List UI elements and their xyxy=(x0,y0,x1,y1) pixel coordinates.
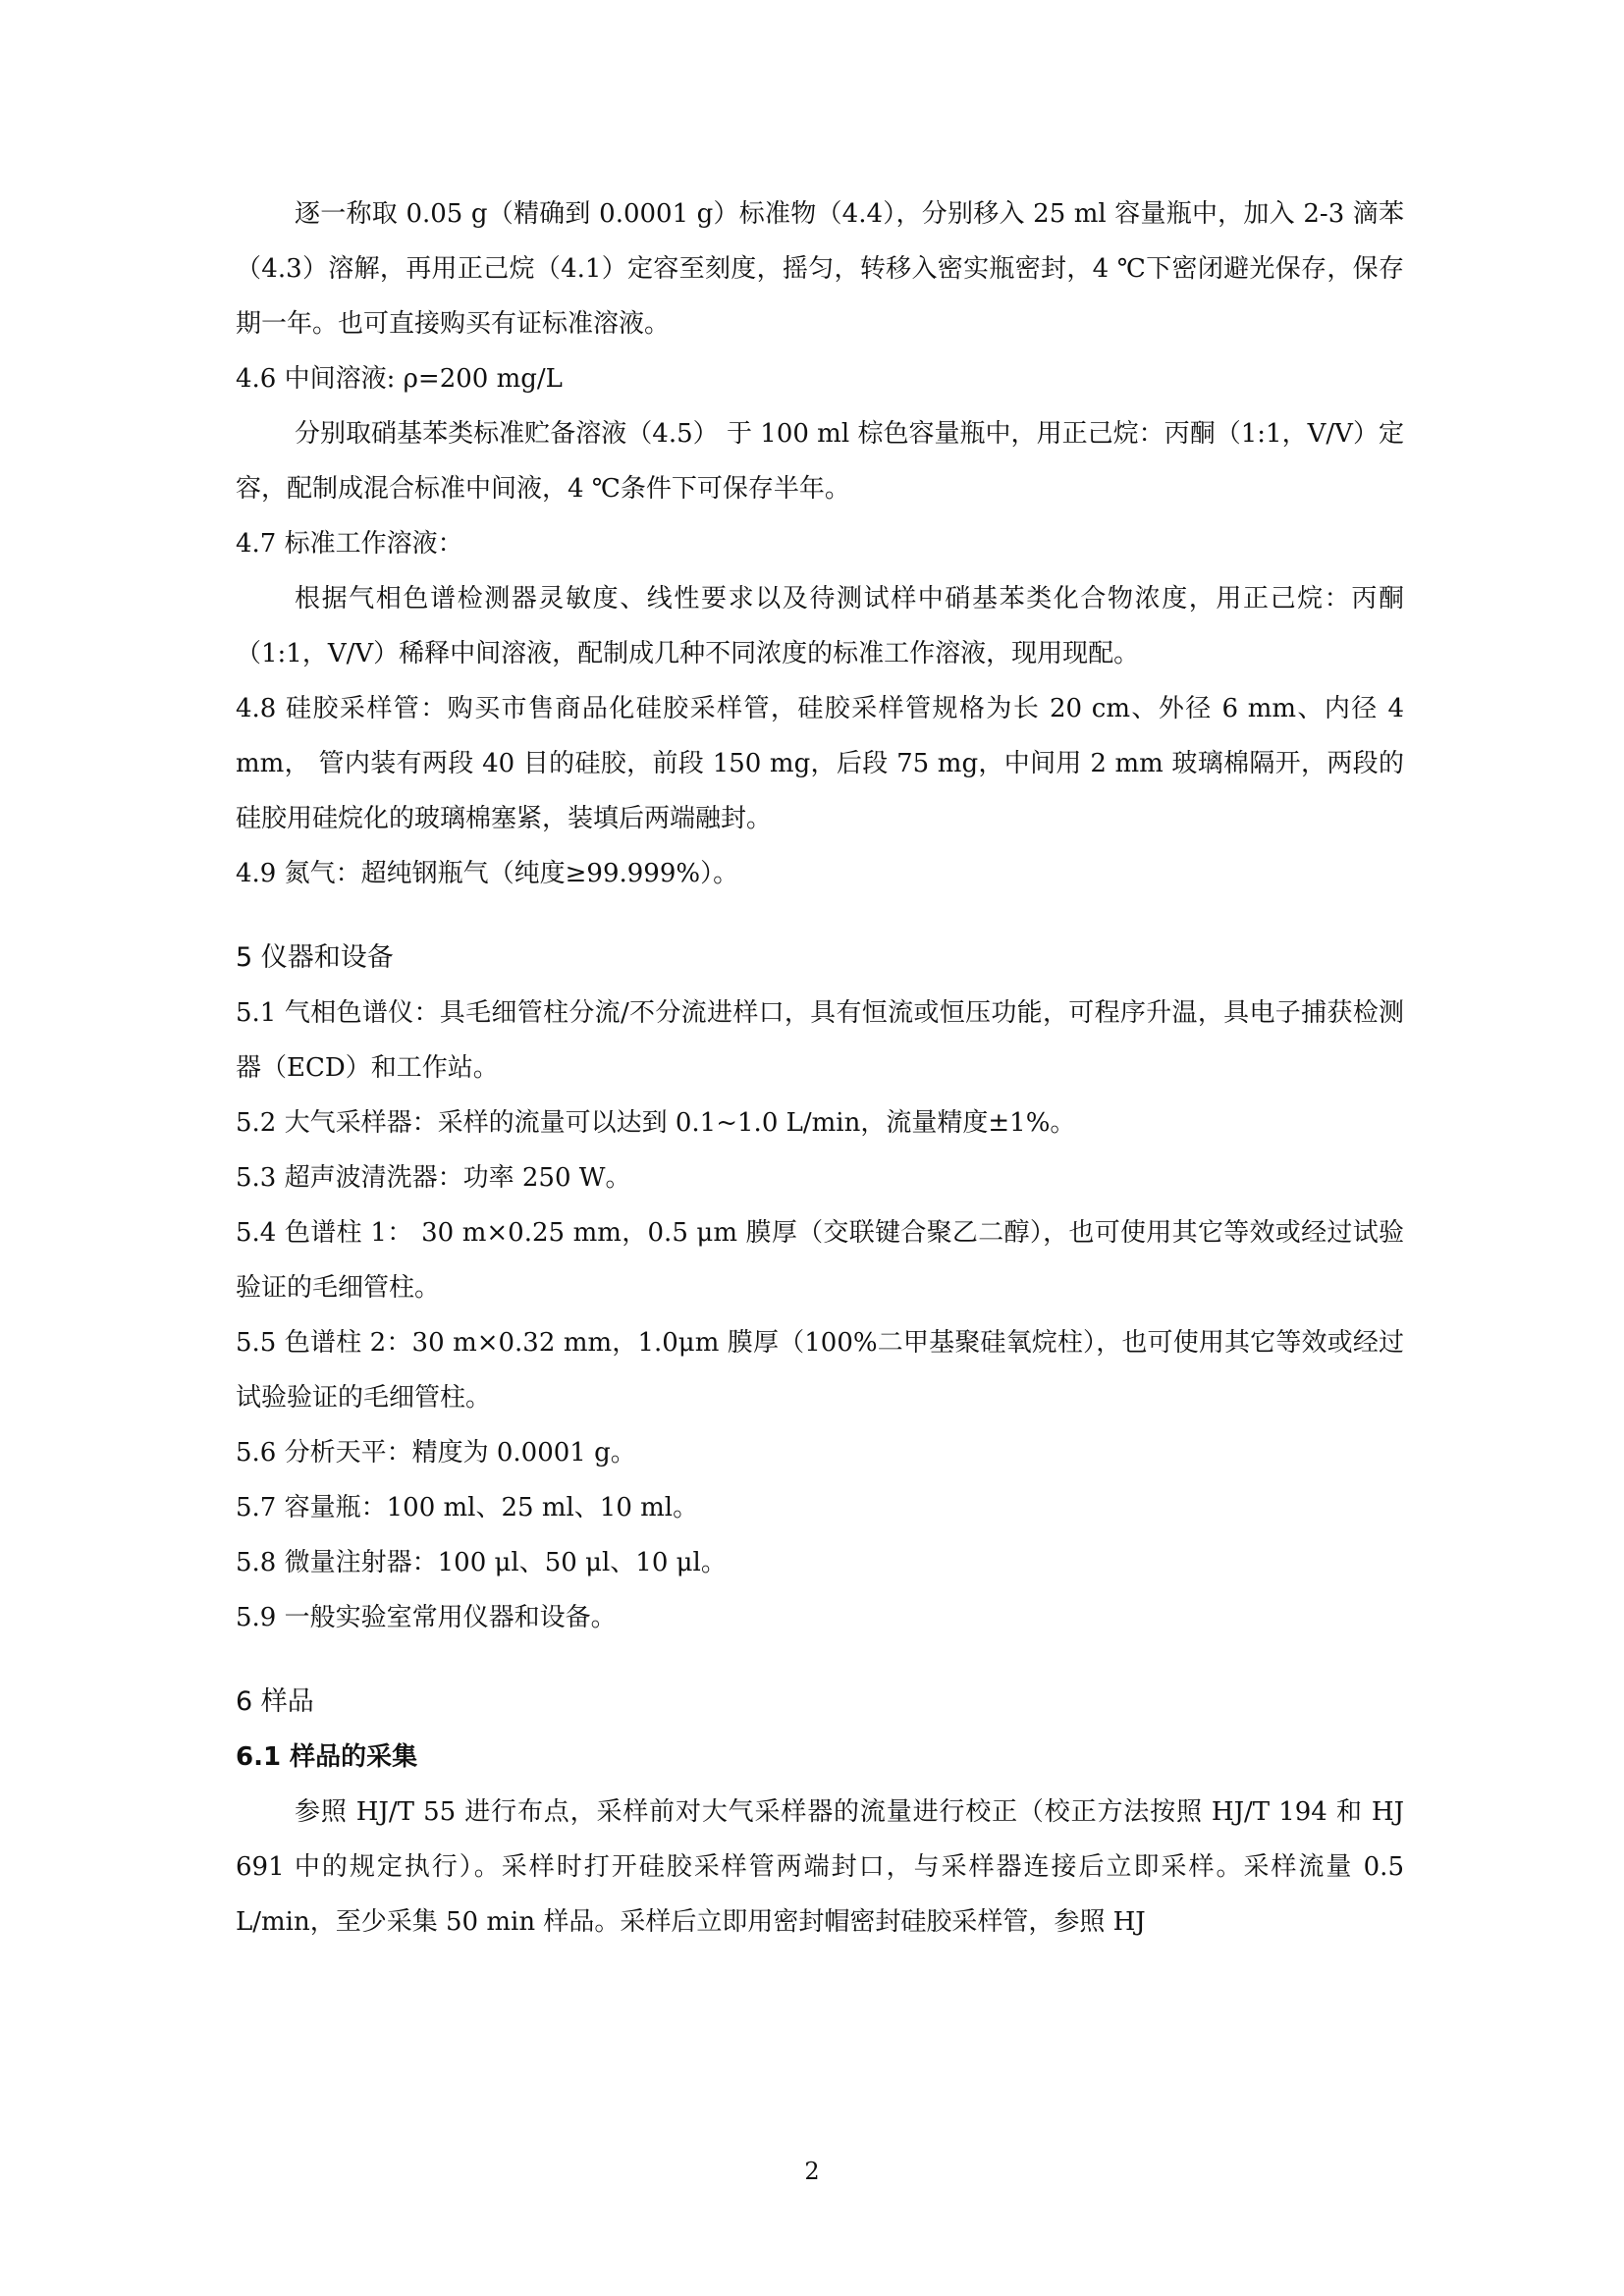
item-4-8: 4.8 硅胶采样管：购买市售商品化硅胶采样管，硅胶采样管规格为长 20 cm、外径 6 mm、内径 4 mm， 管内装有两段 40 目的硅胶，前段 150 mg，后段 75 mg，中间用 2 mm 玻璃棉隔开，两段的硅胶用硅烷化的玻璃棉塞紧，装填后两端融封。 xyxy=(236,694,1404,833)
item-5-9: 5.9 一般实验室常用仪器和设备。 xyxy=(236,1603,617,1632)
item-4-9: 4.9 氮气：超纯钢瓶气（纯度≥99.999%）。 xyxy=(236,859,739,888)
item-5-4: 5.4 色谱柱 1： 30 m×0.25 mm，0.5 μm 膜厚（交联键合聚乙二醇），也可使用其它等效或经过试验验证的毛细管柱。 xyxy=(236,1218,1404,1303)
item-5-6: 5.6 分析天平：精度为 0.0001 g。 xyxy=(236,1438,636,1468)
paragraph-sampling: 参照 HJ/T 55 进行布点，采样前对大气采样器的流量进行校正（校正方法按照 HJ/T 194 和 HJ 691 中的规定执行）。采样时打开硅胶采样管两端封口，与采样器连接后立即采样。采样流量 0.5 L/min，至少采集 50 min 样品。采样后立即用密封帽密封硅胶采样管，参照 HJ xyxy=(236,1797,1404,1937)
section-heading-5: 5 仪器和设备 xyxy=(236,942,394,973)
item-5-7: 5.7 容量瓶：100 ml、25 ml、10 ml。 xyxy=(236,1493,699,1522)
paragraph-working-solution: 根据气相色谱检测器灵敏度、线性要求以及待测试样中硝基苯类化合物浓度，用正己烷：丙酮（1:1，V/V）稀释中间溶液，配制成几种不同浓度的标准工作溶液，现用现配。 xyxy=(236,584,1404,668)
item-4-6: 4.6 中间溶液: ρ=200 mg/L xyxy=(236,364,563,394)
section-heading-6: 6 样品 xyxy=(236,1686,314,1717)
page-number: 2 xyxy=(804,2158,820,2185)
paragraph-intermediate-solution: 分别取硝基苯类标准贮备溶液（4.5） 于 100 ml 棕色容量瓶中，用正己烷：丙酮（1:1，V/V）定容，配制成混合标准中间液，4 ℃条件下可保存半年。 xyxy=(236,419,1404,504)
item-5-5: 5.5 色谱柱 2：30 m×0.32 mm，1.0μm 膜厚（100%二甲基聚硅氧烷柱），也可使用其它等效或经过试验验证的毛细管柱。 xyxy=(236,1328,1404,1413)
item-4-7: 4.7 标准工作溶液： xyxy=(236,529,463,559)
paragraph-stock-solution: 逐一称取 0.05 g（精确到 0.0001 g）标准物（4.4），分别移入 25 ml 容量瓶中，加入 2-3 滴苯（4.3）溶解，再用正己烷（4.1）定容至刻度，摇匀，转移入密实瓶密封，4 ℃下密闭避光保存，保存期一年。也可直接购买有证标准溶液。 xyxy=(236,199,1404,339)
item-5-3: 5.3 超声波清洗器：功率 250 W。 xyxy=(236,1163,631,1193)
subsection-heading-6-1: 6.1 样品的采集 xyxy=(236,1742,418,1772)
item-5-2: 5.2 大气采样器：采样的流量可以达到 0.1~1.0 L/min，流量精度±1%。 xyxy=(236,1108,1076,1138)
document-body xyxy=(236,187,1404,1949)
item-5-8: 5.8 微量注射器：100 μl、50 μl、10 μl。 xyxy=(236,1548,727,1577)
item-5-1: 5.1 气相色谱仪：具毛细管柱分流/不分流进样口，具有恒流或恒压功能，可程序升温，具电子捕获检测器（ECD）和工作站。 xyxy=(236,998,1404,1083)
